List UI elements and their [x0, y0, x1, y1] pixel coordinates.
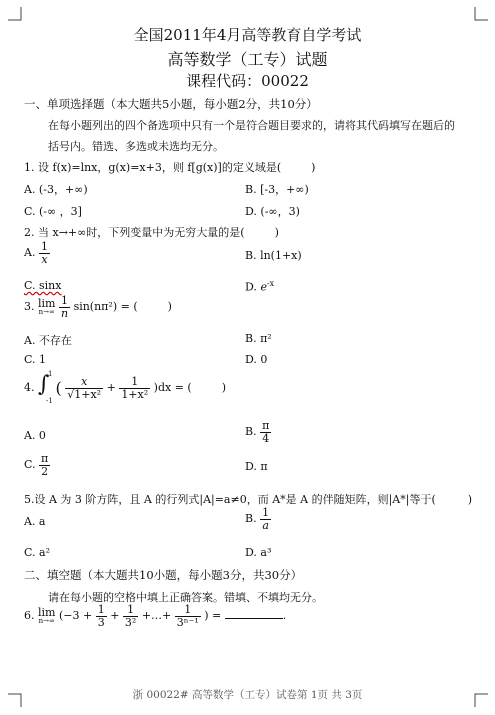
q4-stem: 4. ∫ 1 -1 ( $\frac{x}{\text{√1+x²}}$ + $\frac{1}{\text{1+x²}}$ )dx = ( ) [24, 370, 226, 405]
exam-title: 全国2011年4月高等教育自学考试 [133, 26, 362, 44]
section2-heading: 二、填空题（本大题共10小题，每小题3分，共30分） [24, 568, 303, 582]
q5-stem: 5.设 A 为 3 阶方阵，且 A 的行列式|A|=a≠0，而 A*是 A 的伴随矩阵，则|A*|等于( ) [24, 493, 473, 506]
q2-option-c: C. sinx [24, 279, 62, 292]
q2-option-a: A. $\frac{1}{x}$ [24, 240, 48, 266]
q2-option-b: B. ln(1+x) [245, 249, 302, 262]
q3-option-d: D. 0 [245, 353, 268, 366]
q4-option-a: A. 0 [24, 429, 46, 442]
crop-mark-top-left [8, 7, 22, 21]
q1-function: f(x)=lnx，g(x)=x+3，则 f[g(x)]的定义域是( [52, 161, 282, 174]
q6-stem: 6. lim n→∞ (−3 + $\frac{1}{3}$ + $\frac{1}{\text{3²}}$ +…+ $\frac{1}{\text{3ⁿ⁻¹}}$ ) = . [24, 603, 287, 629]
q4-option-c: C. $\frac{\pi}{2}$ [24, 452, 49, 478]
q5-option-c: C. a² [24, 546, 50, 559]
q1-option-c: C. (-∞ ，3] [24, 205, 82, 218]
q1-option-d: D. (-∞，3) [245, 205, 300, 218]
section1-instruction-2: 括号内。错选、多选或未选均无分。 [48, 140, 224, 153]
q5-option-b: B. $\frac{1}{a}$ [245, 506, 270, 532]
q4-option-d: D. π [245, 460, 268, 473]
exam-subject: 高等数学（工专）试题 [167, 50, 328, 69]
q1-option-a: A. (-3，+∞) [24, 183, 88, 196]
section1-instruction-1: 在每小题列出的四个备选项中只有一个是符合题目要求的，请将其代码填写在题后的 [48, 119, 455, 132]
q2-option-d: D. $e^{-x}$ [245, 279, 275, 294]
section2-instruction: 请在每小题的空格中填上正确答案。错填、不填均无分。 [48, 591, 323, 604]
q3-option-b: B. π² [245, 332, 272, 345]
q1-stem: 1. 设 f(x)=lnx，g(x)=x+3，则 f[g(x)]的定义域是( ) [24, 161, 316, 174]
page-footer: 浙 00022# 高等数学（工专）试卷第 1页 共 3页 [132, 689, 363, 701]
q3-stem: 3. lim n→∞ $\frac{1}{n}$ sin(nπ²) = ( ) [24, 294, 172, 320]
q1-option-b: B. [-3，+∞) [245, 183, 309, 196]
q3-option-a: A. 不存在 [24, 334, 72, 347]
q6-answer-blank[interactable] [225, 608, 283, 619]
crop-mark-top-right [474, 7, 488, 21]
course-code: 课程代码：00022 [186, 72, 309, 90]
section1-heading: 一、单项选择题（本大题共5小题，每小题2分，共10分） [24, 97, 318, 111]
q5-option-d: D. a³ [245, 546, 272, 559]
q3-option-c: C. 1 [24, 353, 47, 366]
integral-sign: ∫ 1 -1 [38, 370, 53, 405]
q5-option-a: A. a [24, 515, 46, 528]
q4-option-b: B. $\frac{\pi}{4}$ [245, 419, 270, 445]
q2-stem: 2. 当 x→+∞时，下列变量中为无穷大量的是( ) [24, 226, 279, 239]
